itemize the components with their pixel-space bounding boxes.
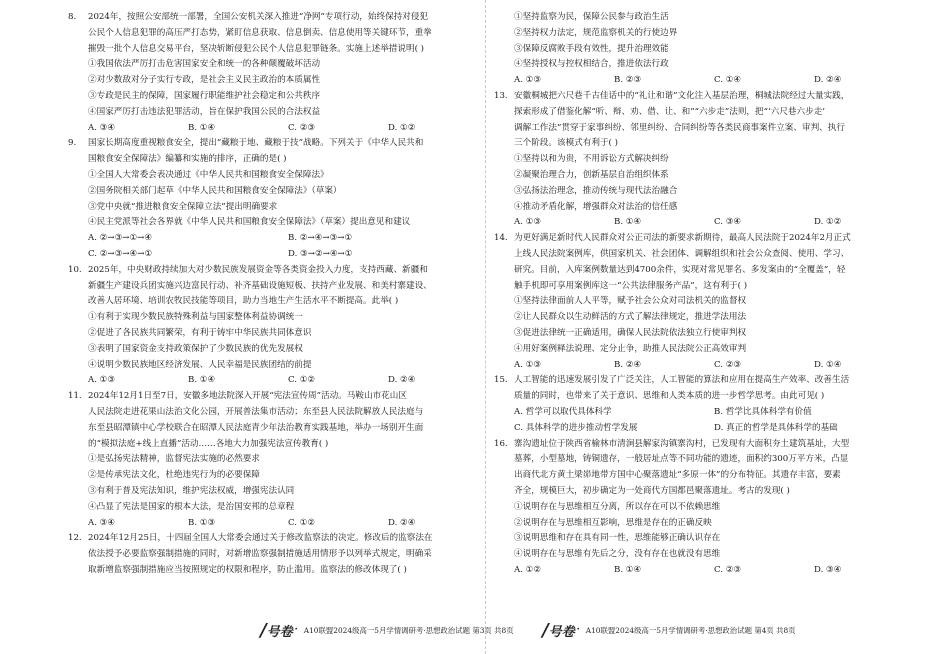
answer-choice[interactable]: B. 哲学比具体科学有价值 [714, 406, 812, 417]
question-stem-text: 为更好满足新时代人民群众对公正司法的新要求新期待，最高人民法院于2024年2月正式 [514, 233, 851, 244]
question-stem-line [494, 373, 916, 389]
answer-statement: ①坚持监察为民，保障公民参与政治生活 [514, 12, 669, 22]
question-stem-line [494, 89, 916, 105]
answer-choice[interactable]: C. 具体科学的进步推动哲学发展 [514, 422, 638, 433]
answer-choices [68, 247, 490, 263]
answer-choices [68, 516, 490, 532]
question [68, 136, 490, 262]
question-stem-line [494, 468, 916, 484]
question [68, 531, 490, 578]
answer-statement: ④民主党派等社会各界就《中华人民共和国粮食安全保障法》（草案）提出意见和建议 [88, 217, 411, 228]
question-number: 11. [68, 391, 82, 402]
question-stem-text: 墓葬，小型墓地，铸铜遗存，一般居址点等不同功能的遗迹，面积约300万平方米，凸显 [514, 454, 849, 465]
question-stem-line [494, 231, 916, 247]
question-stem-text: 改善人居环境、培训农牧民技能等项目，助力当地生产生活水平不断提高。此举( ) [88, 296, 399, 307]
question [68, 389, 490, 531]
answer-choices [494, 73, 916, 89]
question-number: 9. [68, 138, 77, 149]
answer-statement: ②国务院相关部门起草《中华人民共和国粮食安全保障法》（草案） [88, 185, 342, 196]
question [494, 89, 916, 231]
question-stem-line [494, 263, 916, 279]
footer-right [542, 620, 796, 640]
question-stem-line [494, 452, 916, 468]
answer-choice[interactable]: D. ③→②→④→① [288, 248, 353, 259]
left-column [68, 10, 490, 579]
answer-choice[interactable]: B. ②③ [614, 75, 642, 86]
answer-statement: ④用好案例释法说理、定分止争，助推人民法院公正高效审判 [514, 343, 747, 354]
answer-choices [68, 373, 490, 389]
question-stem-line [494, 247, 916, 263]
question-stem-text: 2024年，按照公安部统一部署，全国公安机关深入推进“净网”专项行动，始终保持对侵犯 [88, 12, 429, 22]
answer-choice[interactable]: C. ②→③→④→① [88, 248, 153, 259]
answer-statement: ②坚持权力法定，规范监察机关的行使边界 [514, 27, 678, 38]
footer-left [260, 620, 514, 640]
answer-choice[interactable]: D. 真正的哲学是具体科学的基础 [714, 422, 838, 433]
question [494, 231, 916, 373]
question-stem-text: 人工智能的迅速发展引发了广泛关注，人工智能的算法和应用在提高生产效率、改善生活 [514, 375, 850, 386]
question-stem-line [494, 484, 916, 500]
answer-choice[interactable]: D. ①② [388, 122, 416, 133]
answer-statement: ③有利于普及宪法知识，维护宪法权威，增强宪法认同 [88, 485, 295, 496]
question-stem-text: 探索形成了借鉴化解“听、辩、劝、借、让、和”“六步走”法则，把“‘六尺巷六步走’ [514, 106, 826, 117]
exam-logo: / 号卷 · [542, 619, 580, 641]
question-stem-line [494, 121, 916, 137]
answer-choice[interactable]: D. ①② [814, 217, 842, 228]
answer-statement: ④凸显了宪法是国家的根本大法，是治国安邦的总章程 [88, 501, 295, 512]
answer-statement: ③促进法律统一正确适用，确保人民法院依法独立行使审判权 [514, 327, 747, 338]
answer-statement: ②凝聚治理合力，创新基层自治组织体系 [514, 169, 669, 180]
question-stem-text: 人民法院走进花果山法治文化公园，开展普法集市活动；东至县人民法院解放人民法庭与 [88, 406, 424, 417]
answer-statement: ①坚持以和为贵，不用诉讼方式解决纠纷 [514, 154, 669, 165]
question [494, 437, 916, 579]
question-stem-line [68, 263, 490, 279]
answer-statement: ①有利于实现少数民族特殊利益与国家整体利益协调统一 [88, 312, 303, 323]
answer-choice[interactable]: A. ①③ [514, 359, 542, 370]
question-stem-line [68, 437, 490, 453]
question-stem-text: 三个阶段。该模式有利于( ) [514, 138, 618, 149]
question [68, 10, 490, 136]
question-stem-text: 触手机即可享用案例库这一“公共法律服务产品”，这有利于( ) [514, 280, 748, 291]
answer-choice[interactable]: B. ①④ [188, 375, 216, 386]
question-number: 15. [494, 375, 508, 386]
question-stem-line [68, 421, 490, 437]
question-stem-text: 摧毁一批个人信息交易平台，坚决斩断侵犯公民个人信息犯罪链条。实施上述举措说明( ) [88, 43, 425, 54]
question-number: 12. [68, 533, 82, 544]
answer-choice[interactable]: A. ①③ [514, 75, 542, 86]
answer-statement: ①全国人大常委会表决通过《中华人民共和国粮食安全保障法》 [88, 169, 329, 180]
question-stem-text: 研究。目前，入库案例数量达到4700余件，实现对常见罪名、多发案由的“全覆盖”，轻 [514, 264, 846, 275]
answer-choice[interactable]: C. ②③ [714, 564, 742, 575]
answer-statement: ④推动矛盾化解，增强群众对法治的信任感 [514, 201, 678, 212]
answer-statement: ①我国依法严厉打击危害国家安全和统一的各种颠覆破坏活动 [88, 59, 321, 70]
question-stem-line [494, 437, 916, 453]
question [494, 10, 916, 89]
answer-choice[interactable]: B. ②④ [614, 359, 642, 370]
question-number: 13. [494, 90, 508, 101]
footer-page-info: A10联盟2024级高一5月学情调研考·思想政治试题 第4页 共8页 [585, 625, 796, 635]
question-stem-line [68, 279, 490, 295]
question [68, 263, 490, 389]
question-stem-line [494, 105, 916, 121]
answer-statement: ③说明思维和存在具有同一性，思维能够正确认识存在 [514, 533, 721, 544]
question-stem-text: 2024年12月25日，十四届全国人大常委会通过关于修改监察法的决定。修改后的监察法在 [88, 533, 433, 544]
answer-choice[interactable]: A. ①③ [514, 217, 542, 228]
question-stem-line [494, 389, 916, 405]
answer-choice[interactable]: B. ①④ [188, 122, 216, 133]
question-stem-line [68, 547, 490, 563]
question-stem-text: 上线人民法院案例库，供国家机关、社会团体、调解组织和社会公众查阅、使用、学习、 [514, 248, 850, 259]
question-stem-line [494, 279, 916, 295]
question-stem-text: 东至县昭潭镇中心学校联合在昭潭人民法庭青少年法治教育实践基地，举办一场别开生面 [88, 422, 424, 433]
question-stem-line [68, 531, 490, 547]
answer-choice[interactable]: C. ③④ [714, 217, 742, 228]
answer-statement: ③保障反腐败手段有效性，提升治理效能 [514, 43, 669, 54]
question-stem-line [68, 563, 490, 579]
question-stem-text: 安徽桐城把六尺巷千古佳话中的“礼让和谐”文化注入基层治理，桐城法院经过大量实践， [514, 90, 850, 101]
question-number: 10. [68, 264, 82, 275]
question-stem-line [68, 26, 490, 42]
answer-choices [494, 563, 916, 579]
question-stem-text: 依法授予必要监察强制措施的同时，对新增监察强制措施适用情形予以列举式规定，明确采 [88, 549, 432, 560]
answer-statement: ④国家严厉打击违法犯罪活动，旨在保护我国公民的合法权益 [88, 106, 321, 117]
answer-choice[interactable]: A. 哲学可以取代具体科学 [514, 406, 612, 417]
answer-statement: ②促进了各民族共同繁荣，有利于铸牢中华民族共同体意识 [88, 327, 312, 338]
answer-choice[interactable]: C. ②③ [714, 359, 742, 370]
question-stem-text: 质量的同时，也带来了关于意识、思维和人类本质的进一步哲学思考。由此可见( ) [514, 391, 825, 402]
answer-statement: ③党中央就“推进粮食安全保障立法”提出明确要求 [88, 201, 278, 212]
answer-choice[interactable]: B. ②→④→③→① [288, 233, 353, 244]
question-stem-line [68, 294, 490, 310]
answer-choice[interactable]: D. ②④ [814, 75, 842, 86]
answer-choice[interactable]: C. ②③ [288, 122, 316, 133]
question-number: 14. [494, 233, 508, 244]
answer-choice[interactable]: D. ②④ [388, 375, 416, 386]
question [494, 373, 916, 436]
answer-choice[interactable]: A. ②→③→①→④ [88, 233, 153, 244]
question-stem-text: 新疆生产建设兵团实施兴边富民行动、补齐基础设施短板、扶持产业发展、和美村寨建设、 [88, 280, 432, 291]
question-stem-text: 2025年，中央财政持续加大对少数民族发展资金等各类资金投入力度，支持西藏、新疆和 [88, 264, 428, 275]
answer-choices [68, 231, 490, 247]
answer-choices [494, 215, 916, 231]
question-number: 16. [494, 438, 508, 449]
question-stem-text: 调解工作法”贯穿于家事纠纷、邻里纠纷、合同纠纷等各类民商事案件立案、审判、执行 [514, 122, 845, 133]
answer-choice[interactable]: B. ①④ [614, 217, 642, 228]
answer-choice[interactable]: A. ①② [514, 564, 542, 575]
question-stem-text: 取新增监察强制措施应当按照规定的权限和程序，防止滥用。监察法的修改体现了( ) [88, 564, 407, 575]
question-stem-text: 出商代北方黄土梁峁地带方国中心聚落遗址“多原一体”的分布特征。其遗存丰富，要素 [514, 470, 841, 481]
question-stem-line [68, 136, 490, 152]
answer-choice[interactable]: B. ①③ [188, 517, 216, 528]
answer-statement: ④坚持授权与控权相结合，推进依法行政 [514, 59, 669, 70]
answer-statement: ③表明了国家资金支持政策保护了少数民族的优先发展权 [88, 343, 303, 354]
answer-choice[interactable]: A. ③④ [88, 517, 116, 528]
answer-statement: ②是传承宪法文化，杜绝违宪行为的必要保障 [88, 470, 260, 481]
answer-choice[interactable]: A. ③④ [88, 122, 116, 133]
question-stem-text: 齐全，规模巨大，初步确定为一处商代方国都邑聚落遗址。考古的发现( ) [514, 485, 790, 496]
answer-statement: ②对少数敌对分子实行专政，是社会主义民主政治的本质属性 [88, 75, 321, 86]
answer-statement: ③弘扬法治理念，推动传统与现代法治融合 [514, 185, 678, 196]
answer-choices [494, 421, 916, 437]
answer-choice[interactable]: C. ①② [288, 517, 316, 528]
answer-choice[interactable]: D. ①④ [814, 359, 842, 370]
answer-choice[interactable]: C. ①④ [714, 75, 742, 86]
answer-statement: ①说明存在与思维相互分离，所以存在可以不依赖思维 [514, 501, 721, 512]
question-number: 8. [68, 12, 77, 22]
answer-choice[interactable]: C. ①② [288, 375, 316, 386]
question-stem-text: 2024年12月1日至7日，安徽多地法院深入开展“宪法宣传周”活动。马鞍山市花山区 [88, 391, 407, 402]
answer-statement: ④说明少数民族地区经济发展、人民幸福是民族团结的前提 [88, 359, 312, 370]
answer-statement: ③专政是民主的保障，国家履行职能维护社会稳定和公共秩序 [88, 90, 321, 101]
question-stem-line [494, 136, 916, 152]
question-stem-text: 国粮食安全保障法》编纂和实施的排序，正确的是( ) [88, 154, 287, 165]
question-stem-text: 国家长期高度重视粮食安全，提出“藏粮于地、藏粮于技”战略。下列关于《中华人民共和 [88, 138, 424, 149]
footer-page-info: A10联盟2024级高一5月学情调研考·思想政治试题 第3页 共8页 [303, 625, 514, 635]
question-stem-line [68, 389, 490, 405]
answer-choices [68, 121, 490, 137]
answer-choices [494, 358, 916, 374]
exam-logo: / 号卷 · [260, 619, 298, 641]
question-stem-text: 寨沟遗址位于陕西省榆林市清涧县解家沟镇寨沟村，已发现有大面积夯土建筑基址，大型 [514, 438, 850, 449]
right-column [494, 10, 916, 579]
answer-statement: ④说明存在与思维有先后之分，没有存在也就没有思维 [514, 549, 721, 560]
question-stem-line [68, 152, 490, 168]
answer-statement: ①坚持法律面前人人平等，赋予社会公众对司法机关的监督权 [514, 296, 747, 307]
answer-statement: ②说明存在与思维相互影响，思维是存在的正确反映 [514, 517, 712, 528]
question-stem-line [68, 405, 490, 421]
answer-choice[interactable]: B. ①④ [614, 564, 642, 575]
question-stem-text: 公民个人信息犯罪的高压严打态势，紧盯信息获取、信息倒卖、信息使用等关键环节，重拳 [88, 27, 432, 38]
answer-choice[interactable]: D. ③④ [814, 564, 842, 575]
answer-choice[interactable]: A. ①③ [88, 375, 116, 386]
question-stem-text: 的“模拟法庭+线上直播”活动……各地大力加强宪法宣传教育( ) [88, 438, 329, 449]
question-stem-line [68, 10, 490, 26]
answer-choices [494, 405, 916, 421]
answer-choice[interactable]: D. ②④ [388, 517, 416, 528]
question-stem-line [68, 42, 490, 58]
answer-statement: ①是弘扬宪法精神，监督宪法实施的必然要求 [88, 454, 260, 465]
answer-statement: ②让人民群众以生动鲜活的方式了解法律规定，推进学法用法 [514, 312, 747, 323]
